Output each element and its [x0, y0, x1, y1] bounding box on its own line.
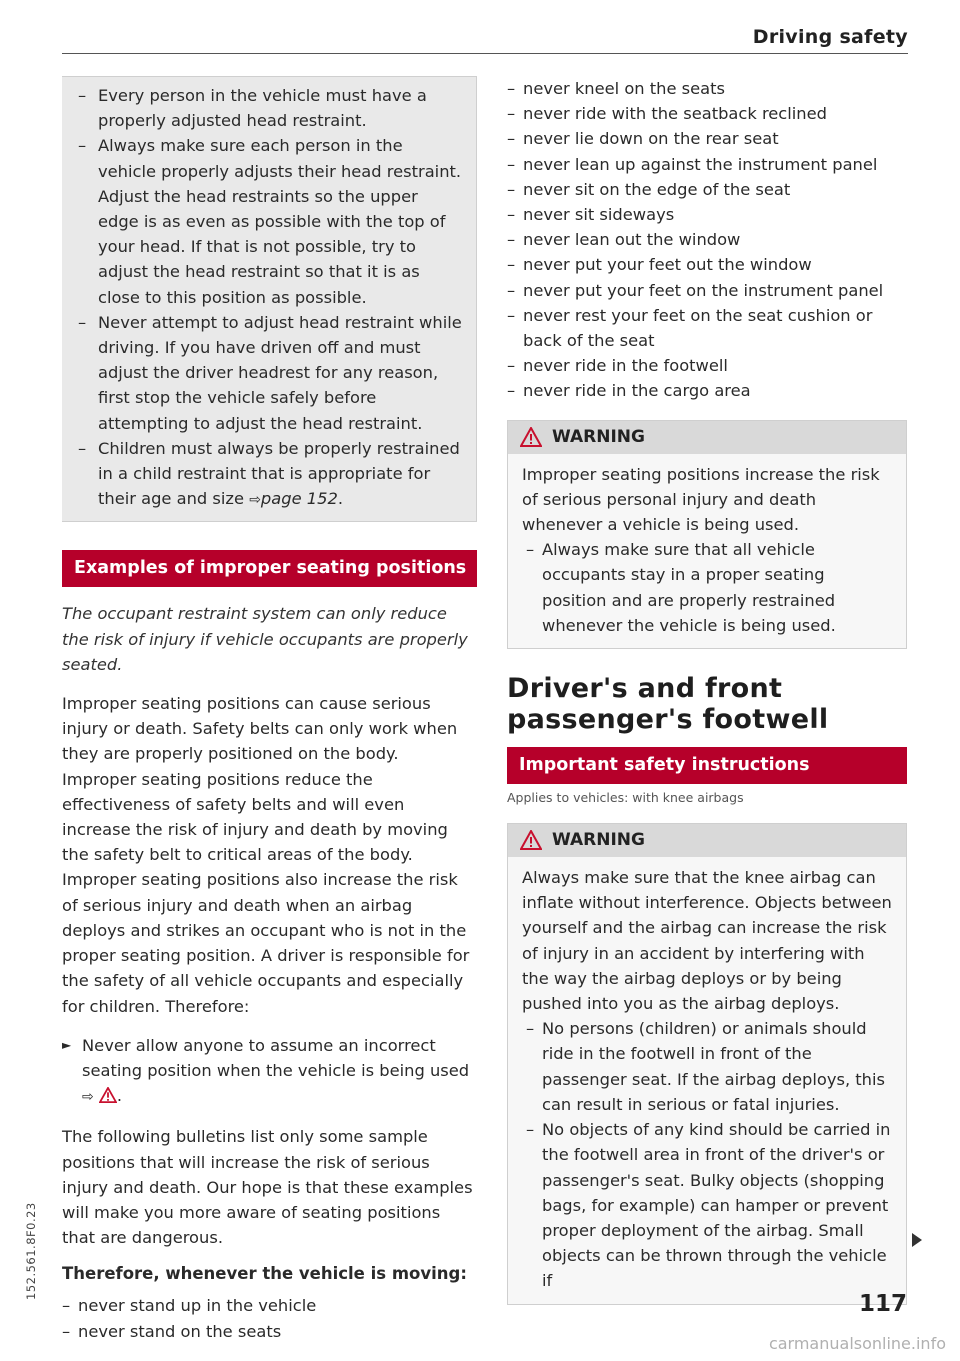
body-paragraph: The following bulletins list only some sample positions that will increase the risk of serious injury and death. Our hope is that these examples will make you more aware of seating positions that are dangerous.	[62, 1127, 473, 1248]
right-column	[507, 76, 907, 1305]
instruction-text: Never allow anyone to assume an incorrect seating position when the vehicle is being used	[82, 1035, 470, 1080]
warning-item: – No objects of any kind should be carried in the footwell area in front of the driver's or passenger's seat. Bulky objects (shopping bags, for example) can hamper or prevent proper deployment of the airbag. Small objects can be thrown through the vehicle if	[522, 1117, 892, 1293]
list-item: – never sit sideways	[507, 202, 907, 227]
warning-header	[508, 421, 906, 454]
triangle-bullet-icon: ►	[62, 1037, 72, 1052]
arrow-ref-icon: ⇨	[249, 492, 261, 509]
header-rule	[62, 53, 908, 54]
section-title: Examples of improper seating positions	[62, 550, 477, 587]
list-item: – Never attempt to adjust head restraint while driving. If you have driven off and must adjust the driver headrest for any reason, first stop the vehicle safely before attempting to adjust the head restraint.	[74, 310, 462, 436]
warning-item: – Always make sure that all vehicle occupants stay in a proper seating position and are properly restrained whenever the vehicle is being used.	[522, 537, 892, 638]
warning-body	[508, 857, 906, 1303]
list-item: – never ride in the cargo area	[507, 378, 907, 403]
list-item: – never put your feet out the window	[507, 252, 907, 277]
chapter-heading-line: Driver's and front	[507, 673, 783, 705]
page-number: 117	[858, 1291, 907, 1317]
list-item: – never lean out the window	[507, 227, 907, 252]
page-ref-link[interactable]: page 152	[260, 489, 338, 509]
warning-triangle-icon	[520, 427, 542, 447]
warning-body	[508, 454, 906, 648]
list-item: – never kneel on the seats	[507, 76, 907, 101]
subheading: Therefore, whenever the vehicle is moving:	[62, 1264, 467, 1284]
section-intro: The occupant restraint system can only reduce the risk of injury if vehicle occupants are properly seated.	[62, 604, 468, 674]
list-item: – never ride in the footwell	[507, 353, 907, 378]
warning-box	[507, 823, 907, 1304]
warning-label: WARNING	[552, 830, 645, 851]
section-title: Important safety instructions	[507, 747, 907, 784]
side-code: 152.561.8F0.23	[24, 1202, 38, 1300]
list-item: – never lie down on the rear seat	[507, 126, 907, 151]
list-item: – never sit on the edge of the seat	[507, 177, 907, 202]
body-paragraph: Improper seating positions can cause serious injury or death. Safety belts can only work when they are properly positioned on the body. Improper seating positions reduce the effectiveness of safety belts and will even increase the risk of injury and death by moving the safety belt to critical areas of the body. Improper seating positions also increase the risk of serious injury and death when an airbag deploys and strikes an occupant who is not in the proper seating position. A driver is responsible for the safety of all vehicle occupants and especially for children. Therefore:	[62, 694, 470, 1016]
warning-text: Always make sure that the knee airbag can inflate without interference. Objects between yourself and the airbag can increase the risk of injury in an accident by interfering with the way the airbag deploys or by being pushed into you as the airbag deploys.	[522, 868, 892, 1014]
warning-ref-icon[interactable]	[99, 1087, 117, 1103]
list-item: – never ride with the seatback reclined	[507, 101, 907, 126]
chapter-heading-line: passenger's footwell	[507, 704, 829, 736]
list-item: – never stand up in the vehicle	[62, 1293, 477, 1318]
list-item: – never put your feet on the instrument panel	[507, 278, 907, 303]
warning-text: Improper seating positions increase the risk of serious personal injury and death whenever a vehicle is being used.	[522, 464, 880, 535]
list-item: – never rest your feet on the seat cushion or back of the seat	[507, 303, 907, 353]
continue-arrow-icon	[912, 1233, 922, 1247]
head-restraint-box	[62, 76, 477, 522]
list-item: – never stand on the seats	[62, 1319, 477, 1344]
warning-triangle-icon	[520, 830, 542, 850]
arrow-ref-icon: ⇨	[82, 1089, 94, 1106]
left-column	[62, 76, 477, 1344]
instruction-item: ► Never allow anyone to assume an incorrect seating position when the vehicle is being used ⇨ .	[62, 1033, 477, 1111]
list-item: – Children must always be properly restrained in a child restraint that is appropriate for their age and size ⇨page 152.	[74, 436, 462, 514]
list-item: – Every person in the vehicle must have a properly adjusted head restraint.	[74, 83, 462, 133]
watermark: carmanualsonline.info	[768, 1334, 946, 1353]
chapter-heading	[507, 673, 907, 735]
warning-label: WARNING	[552, 426, 645, 447]
warning-header	[508, 824, 906, 857]
warning-box	[507, 420, 907, 649]
running-header: Driving safety	[752, 26, 908, 48]
list-item-text: Children must always be properly restrained in a child restraint that is appropriate for their age and size	[98, 438, 460, 509]
warning-item: – No persons (children) or animals should ride in the footwell in front of the passenger seat. If the airbag deploys, this can result in serious or fatal injuries.	[522, 1016, 892, 1117]
applies-to-note: Applies to vehicles: with knee airbags	[507, 790, 744, 806]
list-item: – never lean up against the instrument panel	[507, 152, 907, 177]
list-item: – Always make sure each person in the vehicle properly adjusts their head restraint. Adjust the head restraints so the upper edge is as even as possible with the top of your head. If that is not possible, try to adjust the head restraint so that it is as close to this position as possible.	[74, 133, 462, 309]
